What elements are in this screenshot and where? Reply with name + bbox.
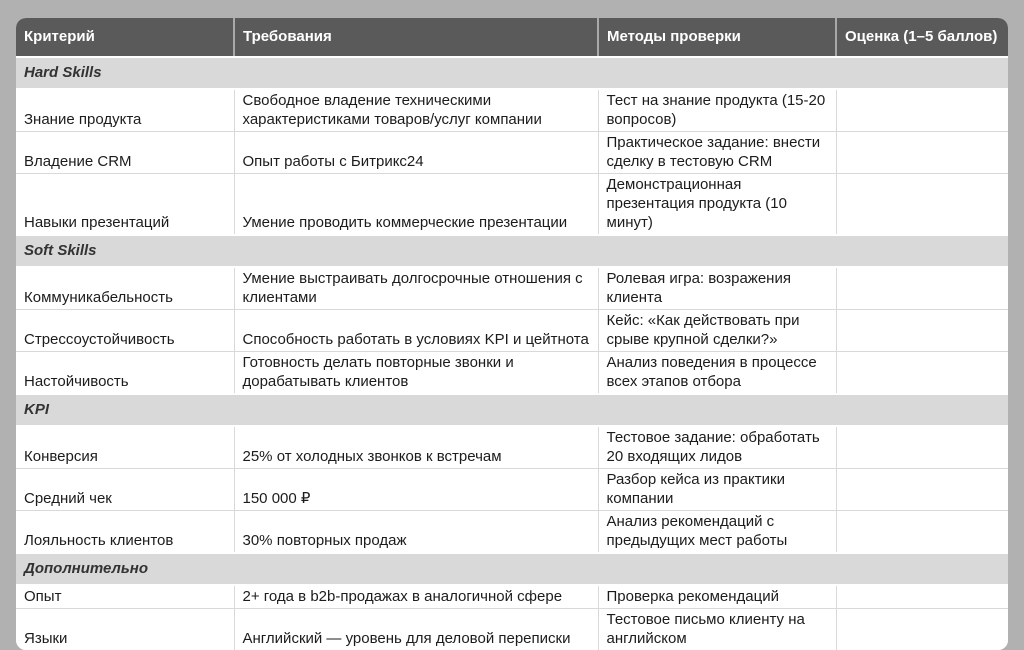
section-row xyxy=(16,235,1008,267)
table-row xyxy=(16,352,1008,395)
requirement-cell: Английский — уровень для деловой переписки xyxy=(234,609,598,650)
column-header-score: Оценка (1–5 баллов) xyxy=(836,18,1008,57)
table-row xyxy=(16,267,1008,310)
criterion-cell: Навыки презентаций xyxy=(16,174,234,236)
method-cell: Анализ поведения в процессе всех этапов отбора xyxy=(598,352,836,395)
criterion-cell: Языки xyxy=(16,609,234,650)
score-cell xyxy=(836,89,1008,132)
section-title: Hard Skills xyxy=(16,57,1008,89)
section-row xyxy=(16,57,1008,89)
column-header-methods: Методы проверки xyxy=(598,18,836,57)
method-cell: Ролевая игра: возражения клиента xyxy=(598,267,836,310)
requirement-cell: 2+ года в b2b-продажах в аналогичной сфере xyxy=(234,585,598,609)
score-cell xyxy=(836,310,1008,352)
method-cell: Практическое задание: внести сделку в тестовую CRM xyxy=(598,132,836,174)
requirement-cell: Опыт работы с Битрикс24 xyxy=(234,132,598,174)
criterion-cell: Стрессоустойчивость xyxy=(16,310,234,352)
requirement-cell: 150 000 ₽ xyxy=(234,469,598,511)
table-body xyxy=(16,57,1008,650)
score-cell xyxy=(836,511,1008,554)
requirement-cell: Способность работать в условиях KPI и цейтнота xyxy=(234,310,598,352)
criterion-cell: Средний чек xyxy=(16,469,234,511)
section-title: Soft Skills xyxy=(16,235,1008,267)
section-row xyxy=(16,394,1008,426)
method-cell: Тестовое задание: обработать 20 входящих лидов xyxy=(598,426,836,469)
table-row xyxy=(16,132,1008,174)
criterion-cell: Коммуникабельность xyxy=(16,267,234,310)
score-cell xyxy=(836,426,1008,469)
method-cell: Разбор кейса из практики компании xyxy=(598,469,836,511)
score-cell xyxy=(836,609,1008,650)
section-title: KPI xyxy=(16,394,1008,426)
requirement-cell: Готовность делать повторные звонки и дорабатывать клиентов xyxy=(234,352,598,395)
method-cell: Кейс: «Как действовать при срыве крупной сделки?» xyxy=(598,310,836,352)
table-header xyxy=(16,18,1008,57)
requirement-cell: 25% от холодных звонков к встречам xyxy=(234,426,598,469)
table-row xyxy=(16,609,1008,650)
criterion-cell: Опыт xyxy=(16,585,234,609)
table-row xyxy=(16,511,1008,554)
column-header-requirements: Требования xyxy=(234,18,598,57)
requirement-cell: Умение выстраивать долгосрочные отношения с клиентами xyxy=(234,267,598,310)
method-cell: Проверка рекомендаций xyxy=(598,585,836,609)
evaluation-table xyxy=(16,18,1008,650)
score-cell xyxy=(836,267,1008,310)
score-cell xyxy=(836,174,1008,236)
header-row xyxy=(16,18,1008,57)
score-cell xyxy=(836,352,1008,395)
score-cell xyxy=(836,469,1008,511)
criterion-cell: Знание продукта xyxy=(16,89,234,132)
method-cell: Демонстрационная презентация продукта (10 минут) xyxy=(598,174,836,236)
criterion-cell: Лояльность клиентов xyxy=(16,511,234,554)
requirement-cell: Свободное владение техническими характеристиками товаров/услуг компании xyxy=(234,89,598,132)
section-row xyxy=(16,553,1008,585)
table-row xyxy=(16,585,1008,609)
method-cell: Анализ рекомендаций с предыдущих мест работы xyxy=(598,511,836,554)
requirement-cell: 30% повторных продаж xyxy=(234,511,598,554)
score-cell xyxy=(836,585,1008,609)
method-cell: Тестовое письмо клиенту на английском xyxy=(598,609,836,650)
column-header-criterion: Критерий xyxy=(16,18,234,57)
table-row xyxy=(16,89,1008,132)
criterion-cell: Конверсия xyxy=(16,426,234,469)
requirement-cell: Умение проводить коммерческие презентации xyxy=(234,174,598,236)
section-title: Дополнительно xyxy=(16,553,1008,585)
evaluation-table-container xyxy=(16,18,1008,650)
method-cell: Тест на знание продукта (15-20 вопросов) xyxy=(598,89,836,132)
table-row xyxy=(16,426,1008,469)
table-row xyxy=(16,469,1008,511)
score-cell xyxy=(836,132,1008,174)
criterion-cell: Настойчивость xyxy=(16,352,234,395)
table-row xyxy=(16,174,1008,236)
table-row xyxy=(16,310,1008,352)
criterion-cell: Владение CRM xyxy=(16,132,234,174)
